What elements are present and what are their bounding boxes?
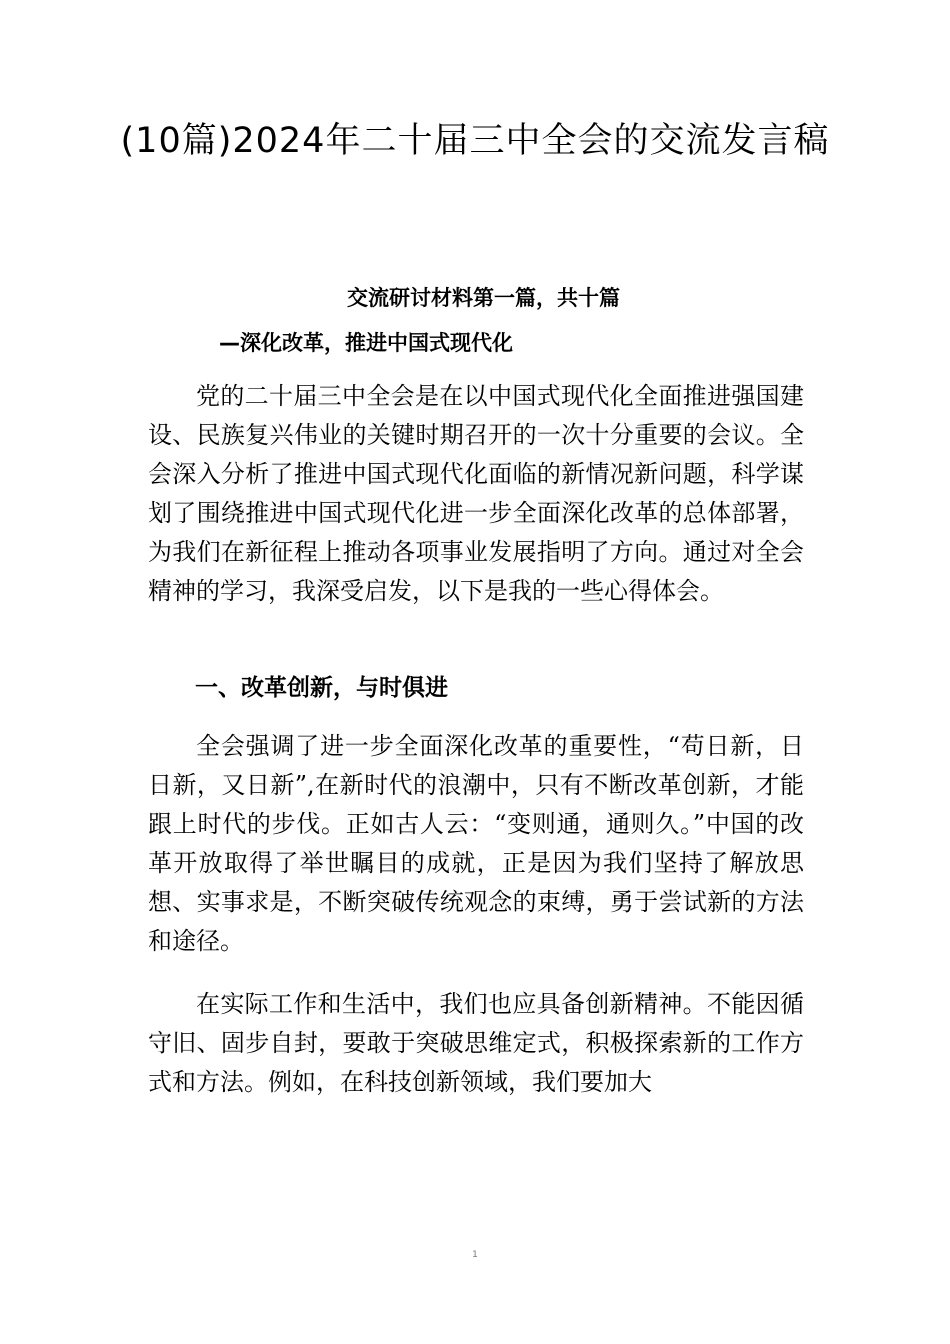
document-subtitle: 交流研讨材料第一篇，共十篇 <box>347 286 620 310</box>
document-title: (10篇)2024年二十届三中全会的交流发言稿 <box>120 121 830 161</box>
page-number: 1 <box>472 1250 478 1260</box>
section-heading-1: 一、改革创新，与时俱进 <box>195 675 448 701</box>
paragraph-reform: 全会强调了进一步全面深化改革的重要性，“苟日新，日日新，又日新”,在新时代的浪潮中，只有不断改革创新，才能跟上时代的步伐。正如古人云：“变则通，通则久。”中国的改革开放取得了举世瞩目的成就，正是因为我们坚持了解放思想、实事求是，不断突破传统观念的束缚，勇于尝试新的方法和途径。 <box>148 732 804 955</box>
paragraph-innovation: 在实际工作和生活中，我们也应具备创新精神。不能因循守旧、固步自封，要敢于突破思维定式，积极探索新的工作方式和方法。例如，在科技创新领域，我们要加大 <box>148 990 804 1096</box>
paragraph-intro: 党的二十届三中全会是在以中国式现代化全面推进强国建设、民族复兴伟业的关键时期召开的一次十分重要的会议。全会深入分析了推进中国式现代化面临的新情况新问题，科学谋划了围绕推进中国式现代化进一步全面深化改革的总体部署，为我们在新征程上推动各项事业发展指明了方向。通过对全会精神的学习，我深受启发，以下是我的一些心得体会。 <box>148 382 804 605</box>
document-subtitle-theme: —深化改革，推进中国式现代化 <box>219 331 513 355</box>
